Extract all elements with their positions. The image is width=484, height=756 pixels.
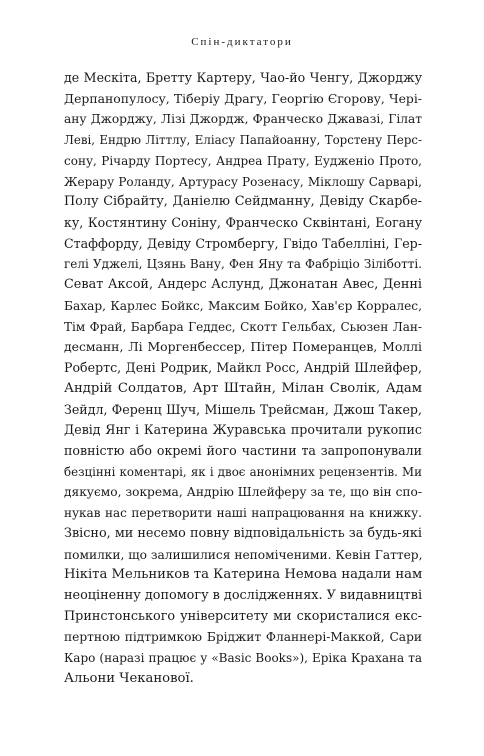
text-line: Альони Чеканової. xyxy=(64,670,194,686)
text-line: Робертс, Дені Родрик, Майкл Росс, Андрій Шлейфер, xyxy=(64,360,422,376)
text-line: Дерпанопулосу, Тіберіу Драгу, Георгію Єгорову, Чері- xyxy=(64,90,422,106)
text-line: Андрій Солдатов, Арт Штайн, Мілан Сволік, Адам xyxy=(64,380,422,396)
text-line: сону, Річарду Портесу, Андреа Прату, Еудженіо Прото, xyxy=(64,153,422,168)
text-line: Жерару Роланду, Артурасу Розенасу, Міклошу Сарварі, xyxy=(64,174,422,189)
text-line: Принстонського університету ми скористалися екс- xyxy=(64,608,422,624)
text-line: гелі Уджелі, Цзянь Вану, Фен Яну та Фабріціо Зіліботті. xyxy=(64,257,422,272)
text-line: пертною підтримкою Бріджит Фланнері-Маккой, Сари xyxy=(64,630,422,645)
text-line: Стаффорду, Девіду Стромбергу, Гвідо Табелліні, Гер- xyxy=(64,235,422,251)
text-line: Зейдл, Ференц Шуч, Мішель Трейсман, Джош Такер, xyxy=(64,401,422,417)
text-line: Нікіта Мельников та Катерина Немова надали нам xyxy=(64,567,422,583)
text-line: де Мескіта, Бретту Картеру, Чао-йо Ченгу, Джорджу xyxy=(64,70,422,85)
text-line: Севат Аксой, Андерс Аслунд, Джонатан Авес, Денні xyxy=(64,277,422,293)
text-line: помилки, що залишилися непоміченими. Кевін Гаттер, xyxy=(64,547,422,562)
acknowledgements-paragraph xyxy=(64,68,422,690)
text-line: Звісно, ми несемо повну відповідальність за будь-які xyxy=(64,525,422,541)
text-line: Девід Янг і Катерина Журавська прочитали рукопис xyxy=(64,422,422,438)
running-header: Спін-диктатори xyxy=(191,36,293,48)
text-line: нукав нас перетворити наші напрацювання на книжку. xyxy=(64,506,422,521)
text-line: безцінні коментарі, як і двоє анонімних рецензентів. Ми xyxy=(64,464,422,479)
text-line: десманн, Лі Моргенбессер, Пітер Померанцев, Моллі xyxy=(64,339,422,355)
text-line: ану Джорджу, Лізі Джордж, Франческо Джавазі, Гілат xyxy=(64,112,422,127)
text-line: Тім Фрай, Барбара Геддес, Скотт Гельбах, Сьюзен Лан- xyxy=(64,319,422,334)
text-line: Каро (наразі працює у «Basic Books»), Еріка Крахана та xyxy=(64,651,422,666)
text-line: Полу Сібрайту, Даніелю Сейдманну, Девіду Скарбе- xyxy=(64,194,422,210)
text-line: Бахар, Карлес Бойкс, Максим Бойко, Хав'єр Корралес, xyxy=(64,298,422,313)
text-line: ку, Костянтину Соніну, Франческо Сквінтані, Еогану xyxy=(64,215,422,231)
text-line: Леві, Ендрю Літтлу, Еліасу Папайоанну, Торстену Перс- xyxy=(64,133,422,148)
text-line: неоціненну допомогу в дослідженнях. У видавництві xyxy=(64,587,422,603)
text-line: дякуємо, зокрема, Андрію Шлейферу за те, що він спо- xyxy=(64,485,422,500)
text-line: повністю або окремі його частини та запропонували xyxy=(64,442,422,458)
